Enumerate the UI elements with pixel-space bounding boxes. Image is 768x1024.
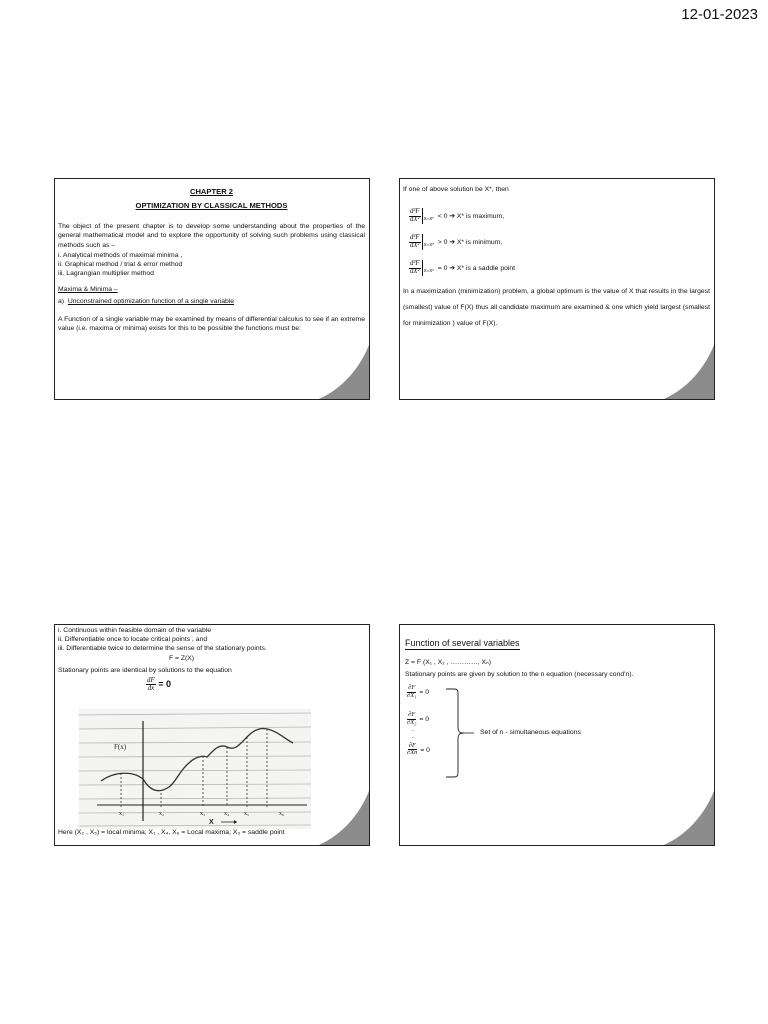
subsection-title: Unconstrained optimization function of a single variable: [67, 298, 235, 305]
brace-label: Set of n - simultaneous equations: [480, 729, 581, 736]
condition-text: = 0 ➔ X* is a saddle point: [437, 264, 516, 272]
partial-equation: $\frac{\partial F}{\text{∂X₁}}$ = 0: [407, 684, 429, 699]
second-derivative: $\frac{\text{d²F}}{\text{dX²}}$: [410, 259, 420, 275]
slide-several-variables: [399, 624, 715, 846]
page-date: 12-01-2023: [681, 6, 758, 23]
function-notation: F = Z(X): [168, 655, 195, 663]
condition-item: i. Continuous within feasible domain of the variable: [58, 627, 212, 634]
first-derivative-equation: $\frac{dF}{dx}$ = 0: [147, 676, 172, 693]
graph-x5-label: x₅: [244, 811, 250, 817]
chapter-subheading: OPTIMIZATION BY CLASSICAL METHODS: [135, 201, 288, 211]
z-equation: Z = F (X₁ , X₂ , …………, Xₙ): [405, 659, 491, 667]
continuation-dots: . .: [412, 726, 414, 741]
partial-equation: $\frac{\partial F}{\partial Xn}$ = 0: [407, 741, 430, 757]
condition-text: < 0 ➔ X* is maximum,: [437, 212, 505, 220]
graph-x4-label: x₄: [224, 811, 230, 817]
section-title: Maxima & Minima –: [58, 285, 118, 293]
function-paragraph: A Function of a single variable may be examined by means of differential calculus to see if an extreme value (i.e. maxima or minima) exists for this to be possible the functions must be:: [58, 316, 365, 333]
slide-chapter-2: [54, 178, 370, 400]
partial-equation: $\frac{\partial F}{\text{∂X₂}}$ = 0: [407, 711, 429, 726]
graph-fx-label: F(x): [114, 743, 127, 751]
intro-paragraph: The object of the present chapter is to develop some understanding about the properties of the general mathematical model and to explore the opportunity of solving such problems using classical methods such as –: [58, 223, 365, 249]
second-derivative: $\frac{\text{d²F}}{\text{dX²}}$: [410, 233, 420, 249]
slide-stationary-points: [54, 624, 370, 846]
slide-heading: Function of several variables: [405, 637, 520, 650]
chapter-heading: CHAPTER 2: [189, 187, 234, 196]
slide-optimum-conditions: [399, 178, 715, 400]
condition-text: > 0 ➔ X* is minimum,: [437, 238, 503, 246]
page-curl-decoration: [319, 345, 369, 399]
stationary-statement: Stationary points are identical by solutions to the equation: [58, 667, 232, 675]
condition-row: $\frac{\text{d²F}}{\text{dX²}}$ $_{X=X*}$ > 0 ➔ X* is minimum,: [410, 233, 503, 249]
stationary-statement: Stationary points are given by solution to the n equation (necessary cond'n).: [405, 671, 634, 679]
graph-caption: Here (X₂ , X₅) = local minima; X₁ , X₄, X₆ = Local maxima; X₃ = saddle point: [58, 829, 285, 836]
global-optimum-paragraph: In a maximization (minimization) problem, a global optimum is the value of X that results in the largest (smallest) value of F(X) thus all candidate maximum are examined & one which yield largest (smallest for minimization ) value of F(X).: [403, 288, 710, 328]
subsection-prefix: a): [58, 298, 65, 305]
lead-text: If one of above solution be X*, then: [403, 186, 509, 193]
condition-row: $\frac{\text{d²F}}{\text{dX²}}$ $_{X=X*}$ = 0 ➔ X* is a saddle point: [410, 259, 516, 275]
method-item: ii. Graphical method / trial & error method: [58, 260, 183, 268]
second-derivative: $\frac{\text{d²F}}{\text{dX²}}$: [410, 207, 420, 223]
page-curl-decoration: [664, 345, 714, 399]
condition-item: iii. Differentiable twice to determine the sense of the stationary points.: [58, 645, 267, 653]
partial-derivative-list: [406, 685, 430, 757]
method-item: i. Analytical methods of maximal minima ,: [58, 251, 183, 259]
graph-x1-label: x₁: [119, 811, 125, 817]
function-graph-photo: [79, 709, 311, 829]
right-brace: [442, 687, 482, 779]
condition-item: ii. Differentiable once to locate critical points , and: [58, 636, 208, 644]
condition-row: $\frac{\text{d²F}}{\text{dX²}}$ $_{X=X*}$ < 0 ➔ X* is maximum,: [410, 207, 505, 223]
page-curl-decoration: [664, 791, 714, 845]
page-curl-decoration: [319, 791, 369, 845]
method-item: iii. Lagrangian multiplier method: [58, 269, 154, 277]
graph-x3-label: x₃: [200, 811, 206, 817]
graph-x2-label: x₂: [159, 811, 165, 817]
graph-x6-label: x₆: [279, 811, 285, 817]
graph-x-axis-label: X: [209, 819, 214, 826]
